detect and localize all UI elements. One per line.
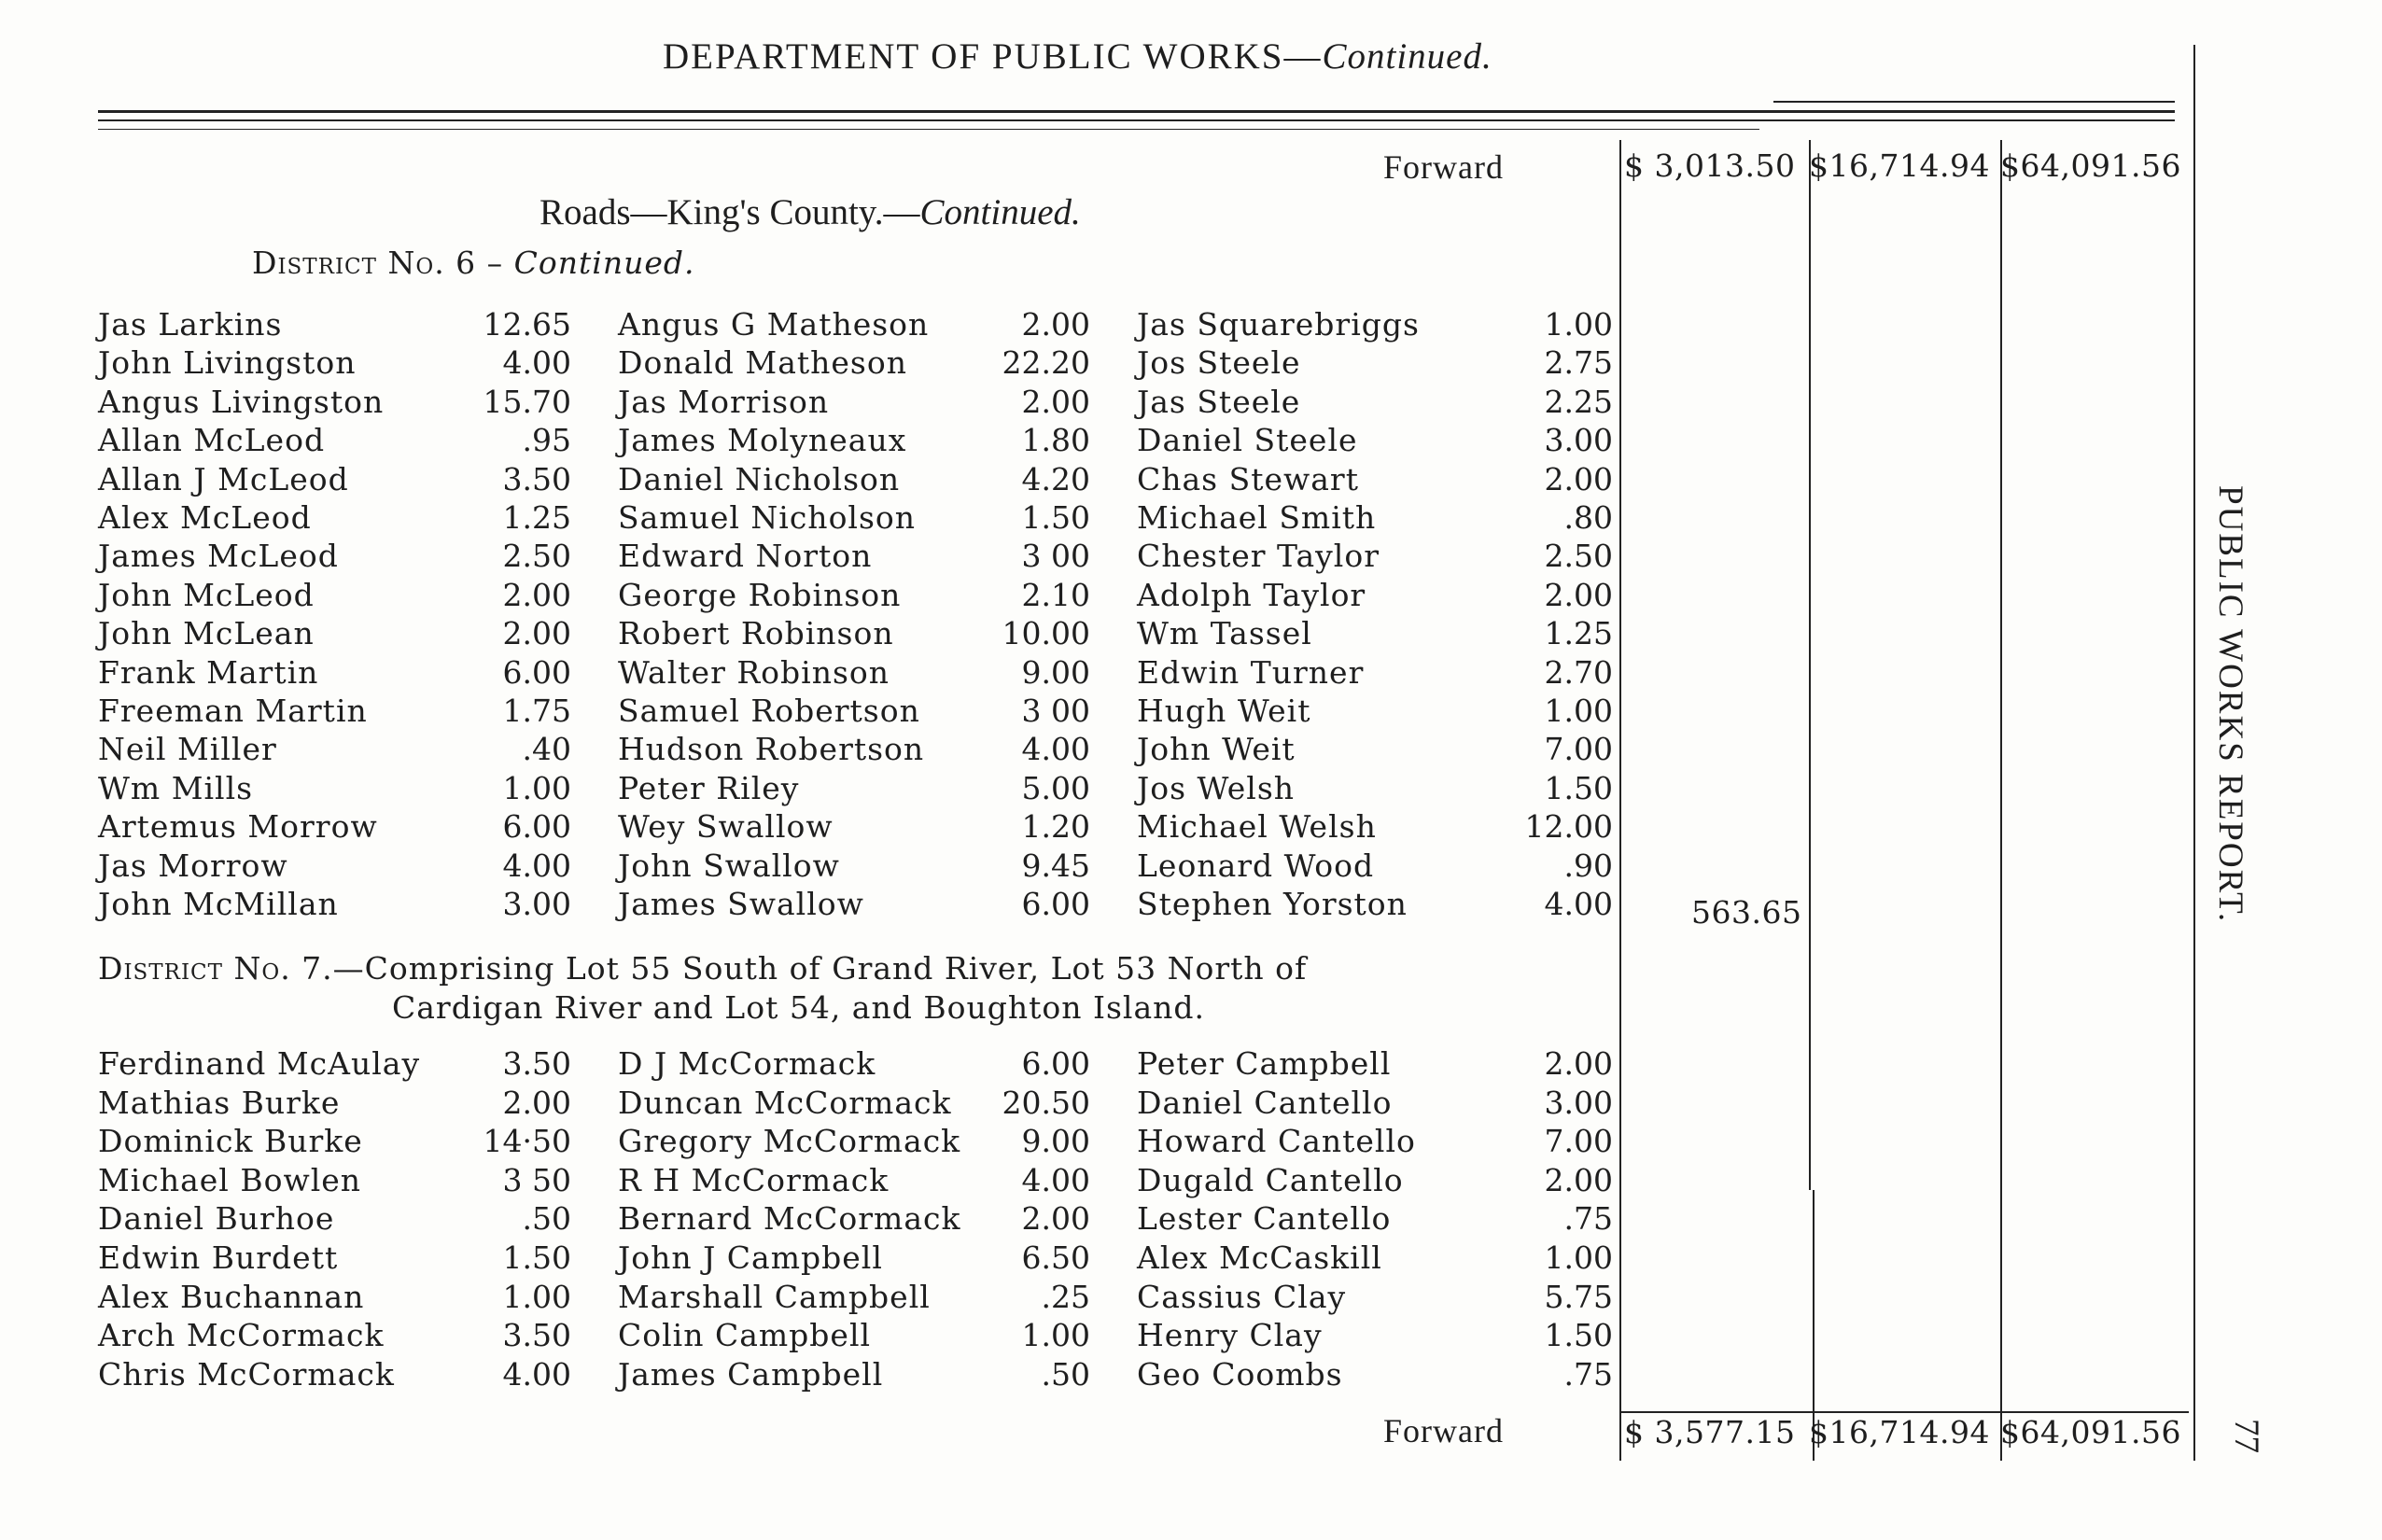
district7-entry-name: Daniel Burhoe: [98, 1200, 335, 1238]
district6-entry-amount: 22.20: [1002, 344, 1090, 382]
district7-entry-name: Arch McCormack: [98, 1317, 385, 1354]
top-rule-right: [1773, 101, 2175, 103]
district6-entry-name: Jos Steele: [1137, 344, 1301, 382]
district6-entry-name: Wm Tassel: [1137, 615, 1312, 652]
district6-entry-name: Jas Steele: [1137, 383, 1301, 420]
district6-entry-amount: 15.70: [483, 383, 571, 420]
section-title-continued: Continued.: [919, 192, 1081, 232]
district6-entry-name: Jas Squarebriggs: [1137, 306, 1420, 343]
district6-entry-amount: 4.00: [502, 847, 571, 884]
district7-entry-amount: .50: [1041, 1355, 1090, 1393]
district6-entry-amount: 3 00: [1021, 538, 1090, 575]
district7-entry-amount: 2.00: [1544, 1045, 1613, 1082]
forward-bottom-col1: $ 3,577.15: [1624, 1414, 1796, 1450]
district7-heading-text: District No. 7.: [98, 950, 333, 987]
district6-entry-amount: 6.00: [502, 808, 571, 846]
district6-entry-amount: 1.50: [1021, 499, 1090, 536]
district6-entry-name: John Swallow: [618, 847, 840, 884]
district7-entry-amount: 6.00: [1021, 1045, 1090, 1082]
district7-entry-name: Henry Clay: [1137, 1317, 1323, 1354]
top-rule-upper: [98, 110, 2175, 113]
district6-entry-amount: 1.25: [1544, 615, 1613, 652]
district6-continued: Continued.: [513, 245, 695, 281]
district6-entry-name: Robert Robinson: [618, 615, 894, 652]
district7-entry-amount: .25: [1041, 1278, 1090, 1315]
district7-entry-amount: 2.00: [1544, 1161, 1613, 1198]
district6-entry-name: George Robinson: [618, 576, 902, 613]
district6-entry-name: Leonard Wood: [1137, 847, 1375, 884]
district6-entry-name: Samuel Robertson: [618, 693, 920, 729]
district6-entry-amount: 2.00: [1021, 306, 1090, 343]
forward-top-label: Forward: [1383, 148, 1504, 186]
district6-entry-amount: .80: [1563, 499, 1613, 536]
district6-entry-amount: 9.00: [1021, 653, 1090, 691]
district7-entry-name: Colin Campbell: [618, 1317, 872, 1354]
district6-entry-amount: 2.70: [1544, 653, 1613, 691]
district6-entry-amount: 2.10: [1021, 576, 1090, 613]
district6-entry-name: James McLeod: [98, 538, 339, 575]
forward-bottom-label: Forward: [1383, 1412, 1504, 1449]
district7-entry-amount: .75: [1563, 1200, 1613, 1238]
district6-entry-name: John McMillan: [98, 886, 339, 922]
district6-entry-amount: 3.50: [502, 460, 571, 497]
district7-entry-amount: 3 50: [502, 1161, 571, 1198]
district7-entry-name: Edwin Burdett: [98, 1239, 339, 1276]
district7-entry-amount: 3.50: [502, 1317, 571, 1354]
header-continued: Continued.: [1322, 36, 1492, 77]
district7-entry-amount: 20.50: [1002, 1084, 1090, 1121]
district7-entry-name: D J McCormack: [618, 1045, 876, 1082]
district7-entry-name: Peter Campbell: [1137, 1045, 1392, 1082]
district6-entry-amount: 1.75: [502, 693, 571, 729]
district6-entry-amount: 2.00: [502, 615, 571, 652]
forward-top-col1: $ 3,013.50: [1624, 147, 1796, 184]
district6-entry-amount: .90: [1563, 847, 1613, 884]
section-title-main: Roads—King's County.—: [539, 192, 920, 232]
district7-entry-name: Mathias Burke: [98, 1084, 341, 1121]
top-rule-lower: [98, 119, 2175, 121]
district7-heading: [98, 950, 1307, 987]
district6-entry-amount: 2.00: [1544, 576, 1613, 613]
district7-entry-amount: 5.75: [1544, 1278, 1613, 1315]
district6-entry-name: Stephen Yorston: [1137, 886, 1408, 922]
page-edge-line: [2193, 45, 2195, 1461]
page-header: [663, 35, 1492, 77]
district6-entry-name: Edwin Turner: [1137, 653, 1365, 691]
district6-entry-amount: .40: [522, 731, 571, 768]
district6-entry-name: Michael Welsh: [1137, 808, 1377, 846]
district7-entry-name: Chris McCormack: [98, 1355, 395, 1393]
district6-entry-name: James Molyneaux: [618, 422, 907, 459]
district6-entry-name: Hugh Weit: [1137, 693, 1311, 729]
district7-entry-name: Lester Cantello: [1137, 1200, 1392, 1238]
district6-entry-name: Chester Taylor: [1137, 538, 1380, 575]
district7-entry-amount: 1.00: [1021, 1317, 1090, 1354]
district6-entry-name: Hudson Robertson: [618, 731, 925, 768]
district6-entry-amount: 10.00: [1002, 615, 1090, 652]
district6-entry-amount: 2.50: [1544, 538, 1613, 575]
district6-entry-name: Jas Morrow: [98, 847, 288, 884]
money-col-line-3: [2000, 140, 2002, 1461]
district6-entry-amount: 4.00: [1021, 731, 1090, 768]
forward-bottom-col2: $16,714.94: [1809, 1414, 1990, 1450]
district7-entry-amount: 14·50: [483, 1123, 571, 1160]
district7-entry-name: Alex Buchannan: [98, 1278, 365, 1315]
district6-entry-amount: 9.45: [1021, 847, 1090, 884]
forward-top-col3: $64,091.56: [2000, 147, 2181, 184]
district7-entry-amount: 4.00: [502, 1355, 571, 1393]
district6-entry-amount: 2.00: [1544, 460, 1613, 497]
page-number: 77: [2227, 1419, 2265, 1453]
side-running-title: PUBLIC WORKS REPORT.: [2211, 485, 2249, 924]
district6-entry-amount: 2.00: [1021, 383, 1090, 420]
district6-entry-name: Daniel Nicholson: [618, 460, 901, 497]
district7-entry-amount: 1.00: [502, 1278, 571, 1315]
district6-entry-name: Freeman Martin: [98, 693, 368, 729]
district6-entry-name: Walter Robinson: [618, 653, 890, 691]
district6-entry-name: Alex McLeod: [98, 499, 312, 536]
district6-entry-name: Angus Livingston: [98, 383, 385, 420]
district6-entry-name: Jos Welsh: [1137, 769, 1296, 806]
district6-entry-amount: 1.00: [502, 769, 571, 806]
district6-entry-name: Chas Stewart: [1137, 460, 1359, 497]
district6-entry-amount: 12.65: [483, 306, 571, 343]
forward-top-col2: $16,714.94: [1809, 147, 1990, 184]
district6-entry-name: Daniel Steele: [1137, 422, 1358, 459]
district7-entry-name: Daniel Cantello: [1137, 1084, 1393, 1121]
district6-entry-name: Allan McLeod: [98, 422, 326, 459]
district7-line1: —Comprising Lot 55 South of Grand River, Lot 53 North of: [332, 950, 1308, 987]
district6-entry-name: James Swallow: [618, 886, 864, 922]
header-title: DEPARTMENT OF PUBLIC WORKS—: [663, 36, 1323, 77]
district6-entry-amount: 3.00: [1544, 422, 1613, 459]
district6-entry-name: Samuel Nicholson: [618, 499, 917, 536]
district6-entry-amount: 6.00: [1021, 886, 1090, 922]
district6-entry-name: Angus G Matheson: [618, 306, 930, 343]
district6-entry-amount: 1.50: [1544, 769, 1613, 806]
district7-entry-name: Alex McCaskill: [1137, 1239, 1382, 1276]
district7-entry-name: James Campbell: [618, 1355, 884, 1393]
money-col-line-2: [1809, 140, 1811, 1190]
district7-entry-amount: 7.00: [1544, 1123, 1613, 1160]
district6-entry-name: Frank Martin: [98, 653, 319, 691]
district6-entry-amount: 4.00: [502, 344, 571, 382]
district6-entry-amount: 1.20: [1021, 808, 1090, 846]
district7-entry-amount: 3.50: [502, 1045, 571, 1082]
district6-heading-text: District No. 6 –: [252, 245, 504, 281]
district6-entry-name: Jas Morrison: [618, 383, 830, 420]
district7-entry-amount: 4.00: [1021, 1161, 1090, 1198]
district6-entry-amount: 2.75: [1544, 344, 1613, 382]
district6-entry-name: Neil Miller: [98, 731, 277, 768]
top-rule-thin: [98, 129, 1759, 130]
district6-entry-name: Jas Larkins: [98, 306, 283, 343]
district6-entry-amount: 2.50: [502, 538, 571, 575]
district6-entry-name: John McLeod: [98, 576, 315, 613]
forward-bottom-col3: $64,091.56: [2000, 1414, 2181, 1450]
district6-entry-amount: 6.00: [502, 653, 571, 691]
district7-entry-amount: 2.00: [1021, 1200, 1090, 1238]
district7-entry-amount: 1.50: [1544, 1317, 1613, 1354]
district7-entry-amount: 9.00: [1021, 1123, 1090, 1160]
district7-entry-name: R H McCormack: [618, 1161, 890, 1198]
district6-entry-amount: 1.00: [1544, 306, 1613, 343]
district6-entry-name: John McLean: [98, 615, 315, 652]
district7-line2: Cardigan River and Lot 54, and Boughton Island.: [392, 989, 1206, 1026]
district6-entry-name: John Weit: [1137, 731, 1296, 768]
district6-entry-amount: 2.25: [1544, 383, 1613, 420]
district7-entry-name: Dugald Cantello: [1137, 1161, 1404, 1198]
district7-entry-amount: 2.00: [502, 1084, 571, 1121]
district6-entry-name: Adolph Taylor: [1137, 576, 1366, 613]
district7-entry-name: Howard Cantello: [1137, 1123, 1416, 1160]
district6-entry-amount: 3.00: [502, 886, 571, 922]
district6-entry-name: Donald Matheson: [618, 344, 907, 382]
district7-entry-name: Michael Bowlen: [98, 1161, 362, 1198]
district7-entry-amount: 1.00: [1544, 1239, 1613, 1276]
district6-entry-amount: 3 00: [1021, 693, 1090, 729]
district6-entry-name: Edward Norton: [618, 538, 873, 575]
district6-entry-amount: 1.25: [502, 499, 571, 536]
district6-entry-amount: 2.00: [502, 576, 571, 613]
district6-heading: [252, 245, 695, 281]
bottom-total-rule: [1619, 1411, 2189, 1413]
district6-entry-amount: 1.00: [1544, 693, 1613, 729]
section-title: [539, 191, 1081, 233]
district6-entry-amount: 7.00: [1544, 731, 1613, 768]
district7-entry-name: John J Campbell: [618, 1239, 883, 1276]
district6-entry-amount: 12.00: [1524, 808, 1613, 846]
district7-entry-name: Geo Coombs: [1137, 1355, 1343, 1393]
district7-entry-amount: 3.00: [1544, 1084, 1613, 1121]
district6-entry-name: Allan J McLeod: [98, 460, 349, 497]
district7-entry-amount: .75: [1563, 1355, 1613, 1393]
district6-entry-amount: 5.00: [1021, 769, 1090, 806]
district7-entry-amount: .50: [522, 1200, 571, 1238]
district6-subtotal: 563.65: [1691, 894, 1802, 931]
district7-entry-name: Ferdinand McAulay: [98, 1045, 421, 1082]
district7-entry-name: Cassius Clay: [1137, 1278, 1347, 1315]
district7-entry-name: Duncan McCormack: [618, 1084, 952, 1121]
district7-entry-name: Bernard McCormack: [618, 1200, 961, 1238]
district7-entry-name: Marshall Campbell: [618, 1278, 931, 1315]
district6-entry-amount: 4.20: [1021, 460, 1090, 497]
district6-entry-name: Wey Swallow: [618, 808, 834, 846]
district6-entry-name: Artemus Morrow: [98, 808, 378, 846]
district6-entry-name: Peter Riley: [618, 769, 800, 806]
district6-entry-amount: 1.80: [1021, 422, 1090, 459]
district7-entry-amount: 1.50: [502, 1239, 571, 1276]
district6-entry-name: John Livingston: [98, 344, 357, 382]
district7-entry-name: Gregory McCormack: [618, 1123, 961, 1160]
district6-entry-name: Wm Mills: [98, 769, 254, 806]
district7-entry-name: Dominick Burke: [98, 1123, 363, 1160]
money-col-line-1: [1619, 140, 1621, 1461]
district6-entry-amount: .95: [522, 422, 571, 459]
district6-entry-name: Michael Smith: [1137, 499, 1377, 536]
district7-entry-amount: 6.50: [1021, 1239, 1090, 1276]
district6-entry-amount: 4.00: [1544, 886, 1613, 922]
